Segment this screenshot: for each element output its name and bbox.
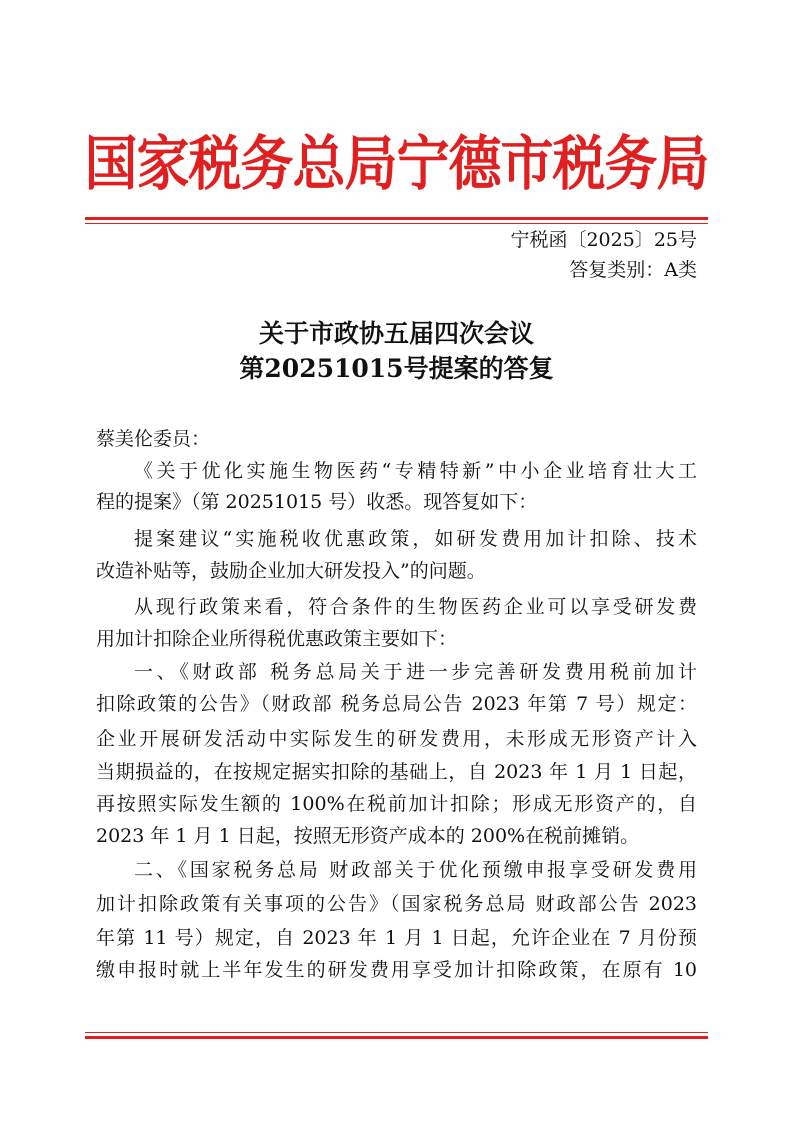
body-line: 《关于优化实施生物医药“专精特新”中小企业培育壮大工	[134, 460, 697, 482]
salutation: 蔡美伦委员：	[96, 428, 211, 450]
body-line: 程的提案》（第 20251015 号）收悉。现答复如下：	[96, 491, 538, 513]
body-line: 缴申报时就上半年发生的研发费用享受加计扣除政策，在原有 10	[96, 959, 697, 981]
body-line: 年第 11 号）规定，自 2023 年 1 月 1 日起，允许企业在 7 月份预	[96, 927, 697, 949]
document-number: 宁税函〔2025〕25号	[510, 229, 697, 251]
footer-rule-thick	[85, 1036, 708, 1039]
body-line: 从现行政策来看，符合条件的生物医药企业可以享受研发费	[134, 596, 697, 618]
body-line: 当期损益的，在按规定据实扣除的基础上，自 2023 年 1 月 1 日起，	[96, 761, 697, 783]
body-line: 改造补贴等，鼓励企业加大研发投入”的问题。	[96, 560, 486, 582]
body-line: 一、《财政部 税务总局关于进一步完善研发费用税前加计	[134, 661, 697, 683]
document-title-line-1: 关于市政协五届四次会议	[258, 319, 534, 348]
reply-category: 答复类别：A类	[569, 259, 697, 281]
body-line: 企业开展研发活动中实际发生的研发费用，未形成无形资产计入	[96, 728, 697, 750]
header-rule-thick	[85, 217, 708, 220]
body-line: 用加计扣除企业所得税优惠政策主要如下：	[96, 628, 458, 650]
body-line: 二、《国家税务总局 财政部关于优化预缴申报享受研发费用	[134, 859, 697, 881]
body-line: 2023 年 1 月 1 日起，按照无形资产成本的 200%在税前摊销。	[96, 825, 640, 847]
document-title-line-2: 第20251015号提案的答复	[239, 354, 554, 383]
body-line: 扣除政策的公告》（财政部 税务总局公告 2023 年第 7 号）规定：	[96, 693, 697, 715]
footer-rule-thin	[85, 1032, 708, 1033]
header-rule-thin	[85, 223, 708, 224]
body-line: 再按照实际发生额的 100%在税前加计扣除；形成无形资产的，自	[96, 793, 697, 815]
body-line: 加计扣除政策有关事项的公告》（国家税务总局 财政部公告 2023	[96, 893, 697, 915]
body-line: 提案建议“实施税收优惠政策，如研发费用加计扣除、技术	[134, 528, 697, 550]
agency-letterhead: 国家税务总局宁德市税务局	[84, 129, 709, 199]
